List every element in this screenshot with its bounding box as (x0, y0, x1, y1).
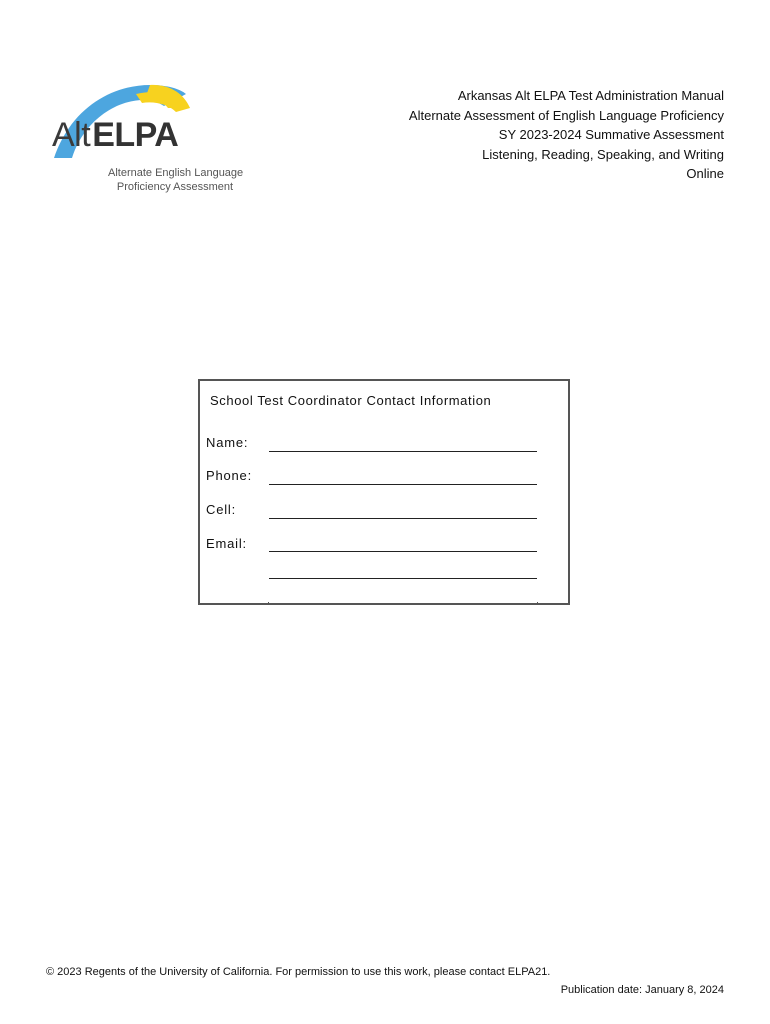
logo-word-elpa: ELPA (92, 116, 179, 154)
logo-word-alt: Alt (52, 116, 91, 154)
name-field[interactable] (269, 451, 537, 452)
name-label: Name: (206, 435, 249, 450)
logo-subtitle (108, 166, 242, 194)
phone-label: Phone: (206, 468, 253, 483)
email-field-continued[interactable] (269, 578, 537, 579)
contact-box-title: School Test Coordinator Contact Information (210, 393, 492, 408)
assessment-name: Alternate Assessment of English Language Proficiency (408, 107, 724, 123)
cell-label: Cell: (206, 502, 237, 517)
alt-elpa-logo (50, 80, 260, 200)
logo-wordmark (52, 116, 178, 155)
logo-subtitle-line1: Alternate English Language (108, 167, 244, 179)
contact-info-box (198, 379, 570, 605)
publication-date: Publication date: January 8, 2024 (560, 984, 724, 996)
manual-title-block (409, 86, 724, 184)
domains: Listening, Reading, Speaking, and Writing (482, 146, 724, 162)
delivery-mode: Online (686, 166, 724, 181)
email-label: Email: (206, 536, 247, 551)
box-tick-left (268, 602, 269, 605)
phone-field[interactable] (269, 484, 537, 485)
email-field[interactable] (269, 551, 537, 552)
box-tick-right (537, 602, 538, 605)
school-year: SY 2023-2024 Summative Assessment (498, 127, 724, 142)
copyright-notice: © 2023 Regents of the University of California. For permission to use this work, please contact ELPA21. (46, 966, 551, 978)
manual-title: Arkansas Alt ELPA Test Administration Manual (457, 88, 724, 103)
cell-field[interactable] (269, 518, 537, 519)
logo-subtitle-line2: Proficiency Assessment (116, 181, 234, 193)
